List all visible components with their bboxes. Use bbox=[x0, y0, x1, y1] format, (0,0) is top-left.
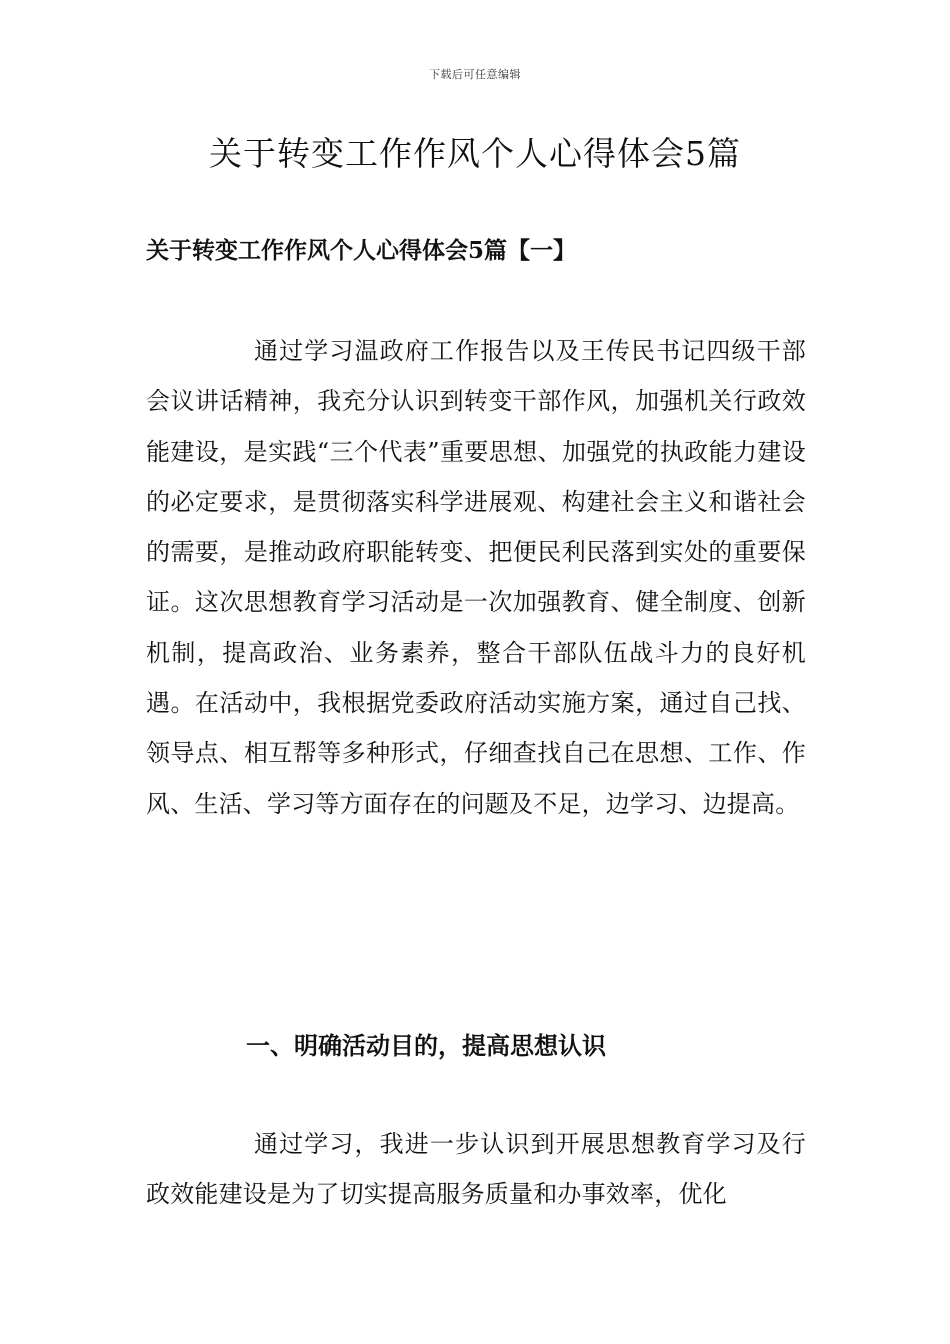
body-paragraph-1: 通过学习温政府工作报告以及王传民书记四级干部会议讲话精神，我充分认识到转变干部作风，加强机关行政效能建设，是实践“三个代表”重要思想、加强党的执政能力建设的必定要求，是贯彻落实科学进展观、构建社会主义和谐社会的需要，是推动政府职能转变、把便民利民落到实处的重要保证。这次思想教育学习活动是一次加强教育、健全制度、创新机制，提高政治、业务素养，整合干部队伍战斗力的良好机遇。在活动中，我根据党委政府活动实施方案，通过自己找、领导点、相互帮等多种形式，仔细查找自己在思想、工作、作风、生活、学习等方面存在的问题及不足，边学习、边提高。 bbox=[146, 337, 806, 818]
header-note: 下载后可任意编辑 bbox=[429, 68, 521, 81]
body-paragraph-2: 通过学习，我进一步认识到开展思想教育学习及行政效能建设是为了切实提高服务质量和办事效率，优化 bbox=[146, 1130, 806, 1209]
section-heading: 关于转变工作作风个人心得体会5篇【一】 bbox=[146, 237, 577, 264]
document-title: 关于转变工作作风个人心得体会5篇 bbox=[209, 134, 741, 173]
subheading-1: 一、明确活动目的，提高思想认识 bbox=[246, 1031, 606, 1060]
